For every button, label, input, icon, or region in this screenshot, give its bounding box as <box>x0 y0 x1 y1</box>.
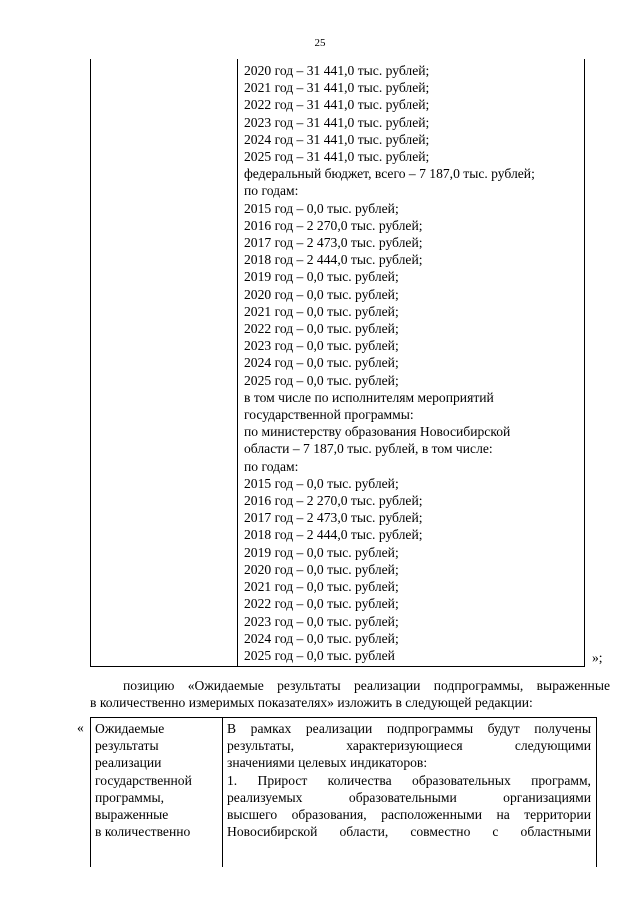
financing-lines <box>244 62 582 664</box>
financing-line: 2023 год – 0,0 тыс. рублей; <box>244 338 399 354</box>
financing-line: 2019 год – 0,0 тыс. рублей; <box>244 544 399 560</box>
financing-line: 2023 год – 0,0 тыс. рублей; <box>244 613 399 629</box>
financing-line: области – 7 187,0 тыс. рублей, в том числе: <box>244 441 493 457</box>
results-line: В рамках реализации подпрограммы будут получены <box>227 721 591 736</box>
financing-line: по годам: <box>244 458 299 474</box>
table-column-divider <box>222 718 223 867</box>
financing-line: 2022 год – 0,0 тыс. рублей; <box>244 596 399 612</box>
financing-line: 2024 год – 31 441,0 тыс. рублей; <box>244 131 430 147</box>
results-line: результаты, характеризующиеся следующими <box>227 738 591 754</box>
paragraph-line-1: позицию «Ожидаемые результаты реализации подпрограммы, выраженные <box>123 678 610 693</box>
financing-line: 2015 год – 0,0 тыс. рублей; <box>244 475 399 491</box>
open-quote: « <box>77 720 84 735</box>
financing-line: 2016 год – 2 270,0 тыс. рублей; <box>244 217 423 233</box>
financing-line: 2019 год – 0,0 тыс. рублей; <box>244 269 399 285</box>
financing-line: 2022 год – 31 441,0 тыс. рублей; <box>244 97 430 113</box>
expected-results-label <box>95 720 219 840</box>
label-line: реализации <box>95 755 162 771</box>
financing-line: федеральный бюджет, всего – 7 187,0 тыс. рублей; <box>244 166 535 182</box>
paragraph-line-2: в количественно измеримых показателях» изложить в следующей редакции: <box>90 695 533 710</box>
expected-results-text <box>227 720 591 840</box>
label-line: программы, <box>95 789 165 805</box>
financing-line: государственной программы: <box>244 407 414 423</box>
amendment-paragraph <box>90 677 610 711</box>
financing-line: 2024 год – 0,0 тыс. рублей; <box>244 630 399 646</box>
financing-line: в том числе по исполнителям мероприятий <box>244 389 494 405</box>
financing-table <box>90 59 585 667</box>
financing-line: 2017 год – 2 473,0 тыс. рублей; <box>244 510 423 526</box>
financing-line: 2025 год – 0,0 тыс. рублей <box>244 647 395 663</box>
financing-line: по министерству образования Новосибирской <box>244 424 511 440</box>
results-line: высшего образования, расположенными на территории <box>227 807 591 823</box>
financing-line: 2020 год – 0,0 тыс. рублей; <box>244 286 399 302</box>
financing-line: 2018 год – 2 444,0 тыс. рублей; <box>244 252 423 268</box>
financing-line: 2025 год – 0,0 тыс. рублей; <box>244 372 399 388</box>
financing-line: по годам: <box>244 183 299 199</box>
results-line: значениями целевых индикаторов: <box>227 755 428 771</box>
financing-line: 2021 год – 0,0 тыс. рублей; <box>244 579 399 595</box>
closing-quote: »; <box>592 650 603 665</box>
financing-line: 2022 год – 0,0 тыс. рублей; <box>244 321 399 337</box>
financing-line: 2021 год – 0,0 тыс. рублей; <box>244 303 399 319</box>
label-line: Ожидаемые <box>95 721 165 736</box>
financing-line: 2016 год – 2 270,0 тыс. рублей; <box>244 493 423 509</box>
financing-line: 2024 год – 0,0 тыс. рублей; <box>244 355 399 371</box>
label-line: результаты <box>95 738 159 754</box>
financing-line: 2025 год – 31 441,0 тыс. рублей; <box>244 149 430 165</box>
financing-line: 2018 год – 2 444,0 тыс. рублей; <box>244 527 423 543</box>
label-line: государственной <box>95 772 192 788</box>
financing-line: 2020 год – 31 441,0 тыс. рублей; <box>244 63 430 78</box>
table-column-divider <box>237 59 238 666</box>
results-line: реализуемых образовательными организациями <box>227 789 591 805</box>
results-line: Новосибирской области, совместно с областными <box>227 824 591 840</box>
financing-line: 2021 год – 31 441,0 тыс. рублей; <box>244 80 430 96</box>
financing-line: 2015 год – 0,0 тыс. рублей; <box>244 200 399 216</box>
expected-results-table <box>90 717 597 867</box>
label-line: выраженные <box>95 807 169 823</box>
financing-line: 2020 год – 0,0 тыс. рублей; <box>244 561 399 577</box>
financing-line: 2017 год – 2 473,0 тыс. рублей; <box>244 235 423 251</box>
page-number: 25 <box>314 37 326 49</box>
financing-line: 2023 год – 31 441,0 тыс. рублей; <box>244 114 430 130</box>
results-line: 1. Прирост количества образовательных программ, <box>227 772 591 788</box>
label-line: в количественно <box>95 824 191 840</box>
